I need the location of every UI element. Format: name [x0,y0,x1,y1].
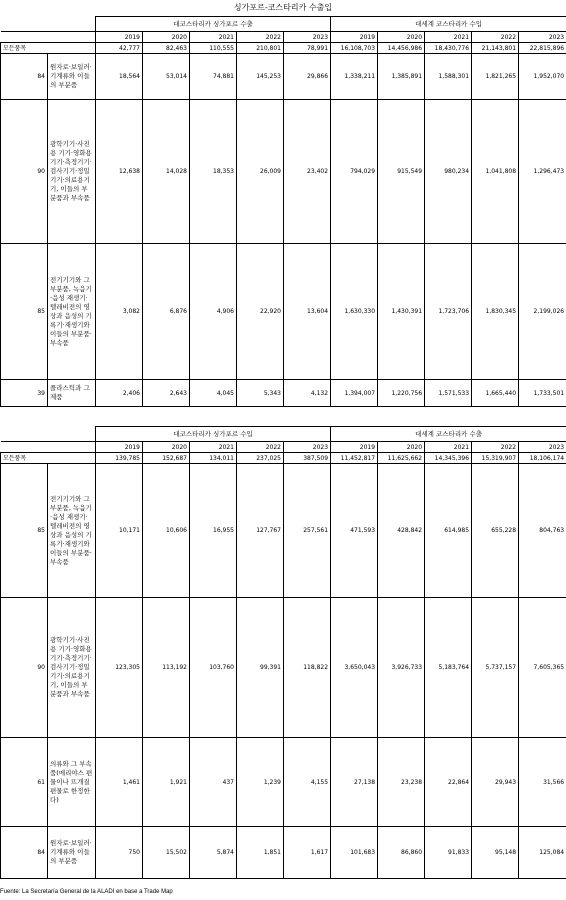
hs-code: 85 [1,244,48,380]
value-cell: 1,394,007 [331,380,378,407]
total-cell: 14,456,986 [378,43,425,54]
year-cell: 2021 [425,32,472,43]
value-cell: 4,906 [190,244,237,380]
year-cell: 2022 [472,442,519,453]
value-cell: 2,406 [96,380,143,407]
value-cell: 1,041,808 [472,100,519,244]
hs-code: 84 [1,54,48,100]
table-row [1,827,566,879]
source-note: Fuente: La Secretaría General de la ALADI en base a Trade Map [0,889,173,895]
value-cell: 14,028 [143,100,190,244]
total-cell: 82,463 [143,43,190,54]
group-header-right: 대세계 코스타리카 수출 [331,427,566,442]
product-description: 플라스틱과 그 제품 [48,380,96,407]
year-cell: 2023 [519,32,566,43]
total-cell: 139,785 [96,453,143,464]
table-row [1,380,566,407]
value-cell: 127,767 [237,464,284,598]
total-cell: 11,625,662 [378,453,425,464]
year-cell: 2022 [237,442,284,453]
value-cell: 1,821,265 [472,54,519,100]
value-cell: 99,391 [237,598,284,738]
value-cell: 980,234 [425,100,472,244]
value-cell: 95,148 [472,827,519,879]
total-row [1,453,566,464]
value-cell: 4,132 [284,380,331,407]
value-cell: 750 [96,827,143,879]
year-cell: 2021 [425,442,472,453]
value-cell: 91,833 [425,827,472,879]
value-cell: 1,851 [237,827,284,879]
year-cell: 2022 [237,32,284,43]
year-cell: 2021 [190,442,237,453]
year-cell: 2022 [472,32,519,43]
year-cell: 2020 [378,442,425,453]
group-header-row [1,17,566,32]
value-cell: 113,192 [143,598,190,738]
value-cell: 1,617 [284,827,331,879]
value-cell: 13,604 [284,244,331,380]
total-cell: 210,801 [237,43,284,54]
year-cell: 2019 [96,32,143,43]
value-cell: 257,561 [284,464,331,598]
value-cell: 915,549 [378,100,425,244]
value-cell: 1,220,756 [378,380,425,407]
value-cell: 5,874 [190,827,237,879]
value-cell: 1,430,391 [378,244,425,380]
value-cell: 118,822 [284,598,331,738]
table-row [1,54,566,100]
value-cell: 3,082 [96,244,143,380]
value-cell: 5,183,764 [425,598,472,738]
value-cell: 1,733,501 [519,380,566,407]
value-cell: 145,253 [237,54,284,100]
page-title: 싱가포르-코스타리카 수출입 [233,3,333,12]
year-cell: 2023 [284,442,331,453]
total-cell: 11,452,817 [331,453,378,464]
year-header-row [1,32,566,43]
total-cell: 387,509 [284,453,331,464]
value-cell: 74,881 [190,54,237,100]
value-cell: 15,502 [143,827,190,879]
value-cell: 1,588,301 [425,54,472,100]
product-description: 광학기기·사진용 기기·영화용 기기·측정기기·검사기기·정밀기기·의료용기기, 이들의 부분품과 부속품 [48,100,96,244]
year-cell: 2020 [143,32,190,43]
table-row [1,598,566,738]
hs-code: 39 [1,380,48,407]
value-cell: 1,239 [237,738,284,827]
value-cell: 22,920 [237,244,284,380]
product-description: 전기기기와 그 부분품, 녹음기·음성 재생기·텔레비전의 영상과 음성의 기록기·재생기와 이들의 부분품·부속품 [48,464,96,598]
value-cell: 16,955 [190,464,237,598]
table-row [1,100,566,244]
value-cell: 794,029 [331,100,378,244]
year-cell: 2020 [143,442,190,453]
value-cell: 1,921 [143,738,190,827]
value-cell: 437 [190,738,237,827]
export-import-table-2 [0,426,566,879]
year-cell: 2023 [284,32,331,43]
value-cell: 428,842 [378,464,425,598]
total-cell: 16,108,703 [331,43,378,54]
value-cell: 31,566 [519,738,566,827]
value-cell: 29,943 [472,738,519,827]
value-cell: 86,860 [378,827,425,879]
group-header-right: 대세계 코스타리카 수입 [331,17,566,32]
table-row [1,738,566,827]
value-cell: 123,305 [96,598,143,738]
year-cell: 2019 [331,442,378,453]
value-cell: 103,760 [190,598,237,738]
value-cell: 655,228 [472,464,519,598]
product-description: 광학기기·사진용 기기·영화용 기기·측정기기·검사기기·정밀기기·의료용기기, 이들의 부분품과 부속품 [48,598,96,738]
group-header-left: 대코스타리카 싱가포르 수입 [96,427,331,442]
total-cell: 152,687 [143,453,190,464]
value-cell: 23,402 [284,100,331,244]
value-cell: 1,385,891 [378,54,425,100]
value-cell: 2,199,026 [519,244,566,380]
total-row [1,43,566,54]
total-label: 모든품목 [1,43,96,54]
value-cell: 1,571,533 [425,380,472,407]
value-cell: 7,605,365 [519,598,566,738]
value-cell: 3,650,043 [331,598,378,738]
total-cell: 18,106,174 [519,453,566,464]
value-cell: 1,630,330 [331,244,378,380]
value-cell: 6,876 [143,244,190,380]
total-cell: 42,777 [96,43,143,54]
value-cell: 1,461 [96,738,143,827]
hs-code: 85 [1,464,48,598]
value-cell: 614,985 [425,464,472,598]
value-cell: 1,952,070 [519,54,566,100]
value-cell: 2,643 [143,380,190,407]
product-description: 원자로·보일러·기계류와 이들의 부분품 [48,54,96,100]
group-header-row [1,427,566,442]
value-cell: 1,830,345 [472,244,519,380]
value-cell: 29,866 [284,54,331,100]
value-cell: 18,564 [96,54,143,100]
total-cell: 21,143,801 [472,43,519,54]
value-cell: 1,296,473 [519,100,566,244]
value-cell: 4,155 [284,738,331,827]
total-cell: 18,430,776 [425,43,472,54]
value-cell: 101,683 [331,827,378,879]
year-cell: 2019 [96,442,143,453]
year-cell: 2020 [378,32,425,43]
total-cell: 15,319,907 [472,453,519,464]
value-cell: 12,638 [96,100,143,244]
year-header-row [1,442,566,453]
value-cell: 10,171 [96,464,143,598]
total-cell: 134,011 [190,453,237,464]
year-cell: 2021 [190,32,237,43]
table-row [1,244,566,380]
hs-code: 84 [1,827,48,879]
total-cell: 14,345,396 [425,453,472,464]
value-cell: 10,606 [143,464,190,598]
total-cell: 110,555 [190,43,237,54]
value-cell: 53,014 [143,54,190,100]
value-cell: 1,723,706 [425,244,472,380]
value-cell: 26,009 [237,100,284,244]
year-cell: 2023 [519,442,566,453]
hs-code: 90 [1,100,48,244]
total-cell: 237,025 [237,453,284,464]
value-cell: 804,763 [519,464,566,598]
product-description: 의류와 그 부속품(메리야스 편물이나 뜨개질 편물로 한정한다) [48,738,96,827]
total-label: 모든품목 [1,453,96,464]
value-cell: 27,138 [331,738,378,827]
product-description: 원자로·보일러·기계류와 이들의 부분품 [48,827,96,879]
value-cell: 1,338,211 [331,54,378,100]
group-header-left: 대코스타리카 싱가포르 수출 [96,17,331,32]
total-cell: 78,991 [284,43,331,54]
product-description: 전기기기와 그 부분품, 녹음기·음성 재생기·텔레비전의 영상과 음성의 기록기·재생기와 이들의 부분품·부속품 [48,244,96,380]
value-cell: 471,593 [331,464,378,598]
table-row [1,464,566,598]
export-import-table-1 [0,16,566,407]
hs-code: 61 [1,738,48,827]
value-cell: 5,737,157 [472,598,519,738]
value-cell: 5,343 [237,380,284,407]
value-cell: 1,665,440 [472,380,519,407]
value-cell: 4,045 [190,380,237,407]
year-cell: 2019 [331,32,378,43]
hs-code: 90 [1,598,48,738]
value-cell: 18,353 [190,100,237,244]
value-cell: 23,238 [378,738,425,827]
value-cell: 125,084 [519,827,566,879]
total-cell: 22,815,896 [519,43,566,54]
value-cell: 3,926,733 [378,598,425,738]
value-cell: 22,864 [425,738,472,827]
